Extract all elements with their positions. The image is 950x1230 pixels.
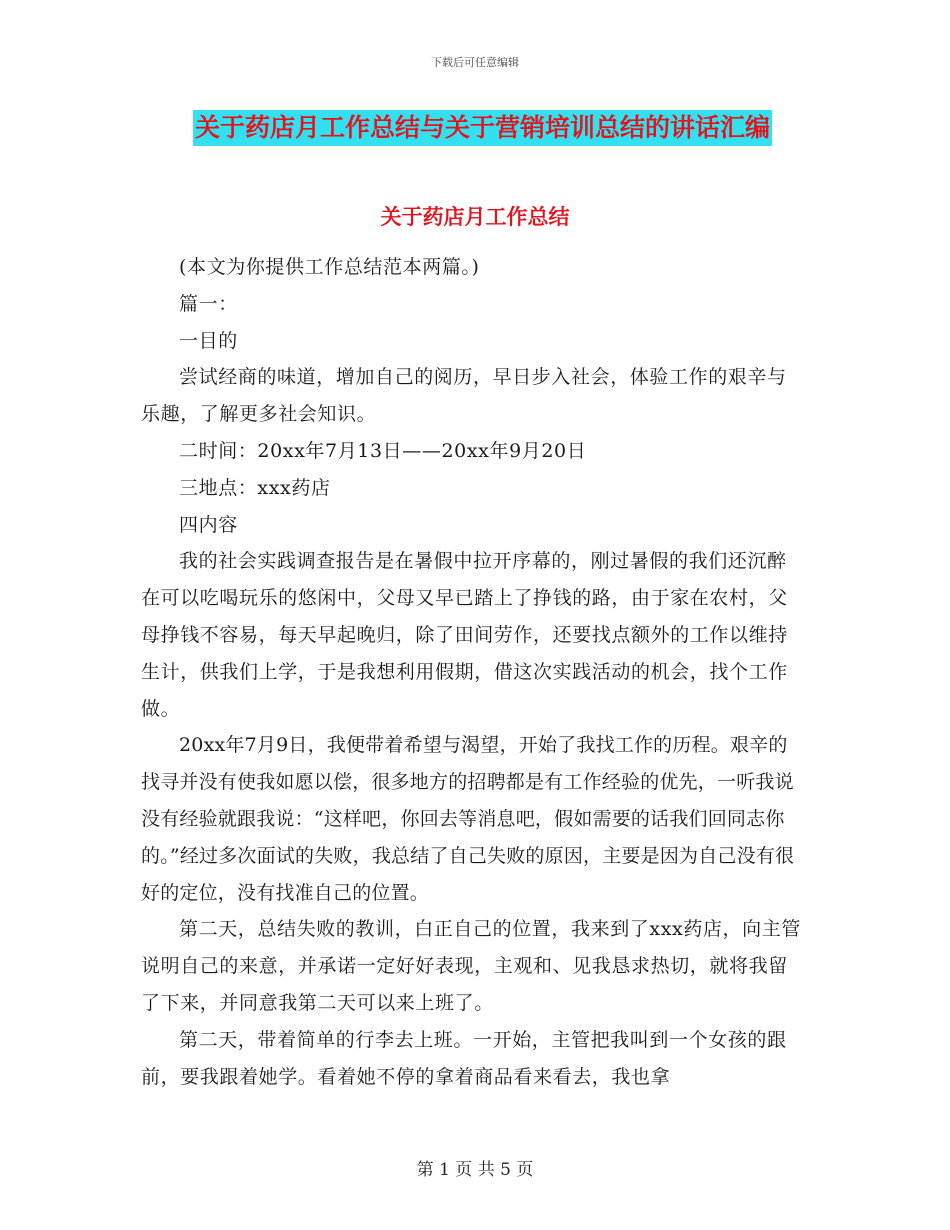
paragraph-purpose-heading: 一目的 bbox=[179, 329, 238, 352]
section-title: 关于药店月工作总结 bbox=[380, 205, 570, 229]
paragraph-body: 20xx年7月9日，我便带着希望与渴望，开始了我找工作的历程。艰辛的找寻并没有使我如愿以偿，很多地方的招聘都是有工作经验的优先，一听我说没有经验就跟我说：“这样吧，你回去等消息吧，假如需要的话我们回同志你的。”经过多次面试的失败，我总结了自己失败的原因，主要是因为自己没有很好的定位，没有找准自己的位置。 bbox=[141, 734, 795, 904]
paragraph-body: 第二天，带着简单的行李去上班。一开始，主管把我叫到一个女孩的跟前，要我跟着她学。看着她不停的拿着商品看来看去，我也拿 bbox=[141, 1028, 787, 1088]
paragraph-time: 二时间：20xx年7月13日——20xx年9月20日 bbox=[179, 439, 587, 462]
paragraph-body: 我的社会实践调查报告是在暑假中拉开序幕的，刚过暑假的我们还沉醉在可以吃喝玩乐的悠闲中，父母又早已踏上了挣钱的路，由于家在农村，父母挣钱不容易，每天早起晚归，除了田间劳作，还要找点额外的工作以维持生计，供我们上学，于是我想利用假期，借这次实践活动的机会，找个工作做。 bbox=[141, 550, 788, 720]
page-indicator: 第 1 页 共 5 页 bbox=[416, 1160, 534, 1180]
paragraph-content-heading: 四内容 bbox=[179, 513, 238, 536]
paragraph-intro: (本文为你提供工作总结范本两篇。) bbox=[179, 256, 480, 278]
paragraph-part-one-heading: 篇一： bbox=[179, 292, 238, 315]
document-main-title: 关于药店月工作总结与关于营销培训总结的讲话汇编 bbox=[193, 110, 772, 146]
header-note: 下载后可任意编辑 bbox=[431, 56, 519, 69]
paragraph-location: 三地点：xxx药店 bbox=[179, 476, 331, 499]
paragraph-purpose: 尝试经商的味道，增加自己的阅历，早日步入社会，体验工作的艰辛与乐趣，了解更多社会知识。 bbox=[141, 366, 787, 426]
document-body bbox=[141, 249, 805, 1095]
paragraph-body: 第二天，总结失败的教训，白正自己的位置，我来到了xxx药店，向主管说明自己的来意，并承诺一定好好表现，主观和、见我恳求热切，就将我留了下来，并同意我第二天可以来上班了。 bbox=[141, 918, 801, 1014]
